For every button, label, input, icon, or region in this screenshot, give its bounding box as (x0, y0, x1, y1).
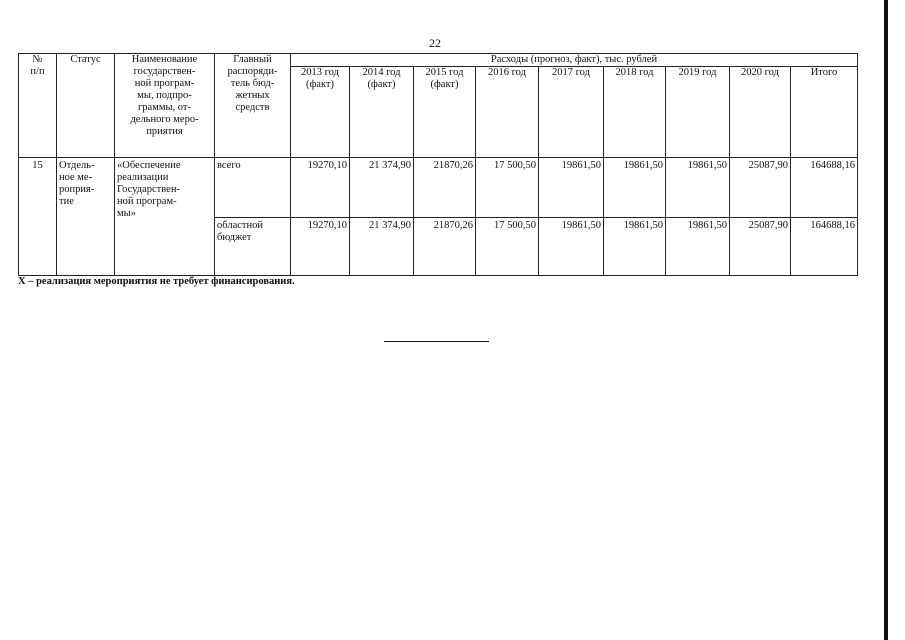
table-cell: 21870,26 (414, 158, 476, 218)
row-status: Отдель- ное ме- роприя- тие (57, 158, 115, 276)
expenses-table (18, 53, 858, 276)
table-cell: 17 500,50 (476, 218, 539, 276)
header-year: 2013 год (факт) (291, 67, 350, 158)
header-year: 2017 год (539, 67, 604, 158)
header-year: 2016 год (476, 67, 539, 158)
header-status: Статус (57, 54, 115, 158)
header-name: Наименование государствен- ной програм- мы, подпро- граммы, от- дельного меро- приятия (115, 54, 215, 158)
separator-line (384, 341, 489, 342)
page-number: 22 (429, 36, 441, 50)
page-edge-border (884, 0, 888, 640)
header-year: 2015 год (факт) (414, 67, 476, 158)
table-cell: 19861,50 (539, 218, 604, 276)
row-source-label: всего (215, 158, 291, 218)
header-total: Итого (791, 67, 858, 158)
table-cell: 19270,10 (291, 218, 350, 276)
header-manager: Главный распоряди- тель бюд- жетных средств (215, 54, 291, 158)
header-year: 2019 год (666, 67, 730, 158)
header-year: 2018 год (604, 67, 666, 158)
table-cell: 19861,50 (666, 158, 730, 218)
table-cell: 17 500,50 (476, 158, 539, 218)
row-name: «Обеспечение реализации Государствен- ной програм- мы» (115, 158, 215, 276)
table-cell: 19270,10 (291, 158, 350, 218)
table-cell: 21 374,90 (350, 158, 414, 218)
header-year: 2014 год (факт) (350, 67, 414, 158)
table-cell: 25087,90 (730, 218, 791, 276)
footnote: Х – реализация мероприятия не требует финансирования. (18, 276, 295, 287)
table-cell: 19861,50 (604, 158, 666, 218)
header-year: 2020 год (730, 67, 791, 158)
row-source-label: областной бюджет (215, 218, 291, 276)
table-cell: 21870,26 (414, 218, 476, 276)
header-no: № п/п (19, 54, 57, 158)
table-cell: 19861,50 (539, 158, 604, 218)
table-cell-total: 164688,16 (791, 218, 858, 276)
table-cell-total: 164688,16 (791, 158, 858, 218)
table-row (19, 158, 858, 218)
table-cell: 19861,50 (666, 218, 730, 276)
table-cell: 19861,50 (604, 218, 666, 276)
table-cell: 21 374,90 (350, 218, 414, 276)
row-number: 15 (19, 158, 57, 276)
header-expenses: Расходы (прогноз, факт), тыс. рублей (291, 54, 858, 67)
table-cell: 25087,90 (730, 158, 791, 218)
